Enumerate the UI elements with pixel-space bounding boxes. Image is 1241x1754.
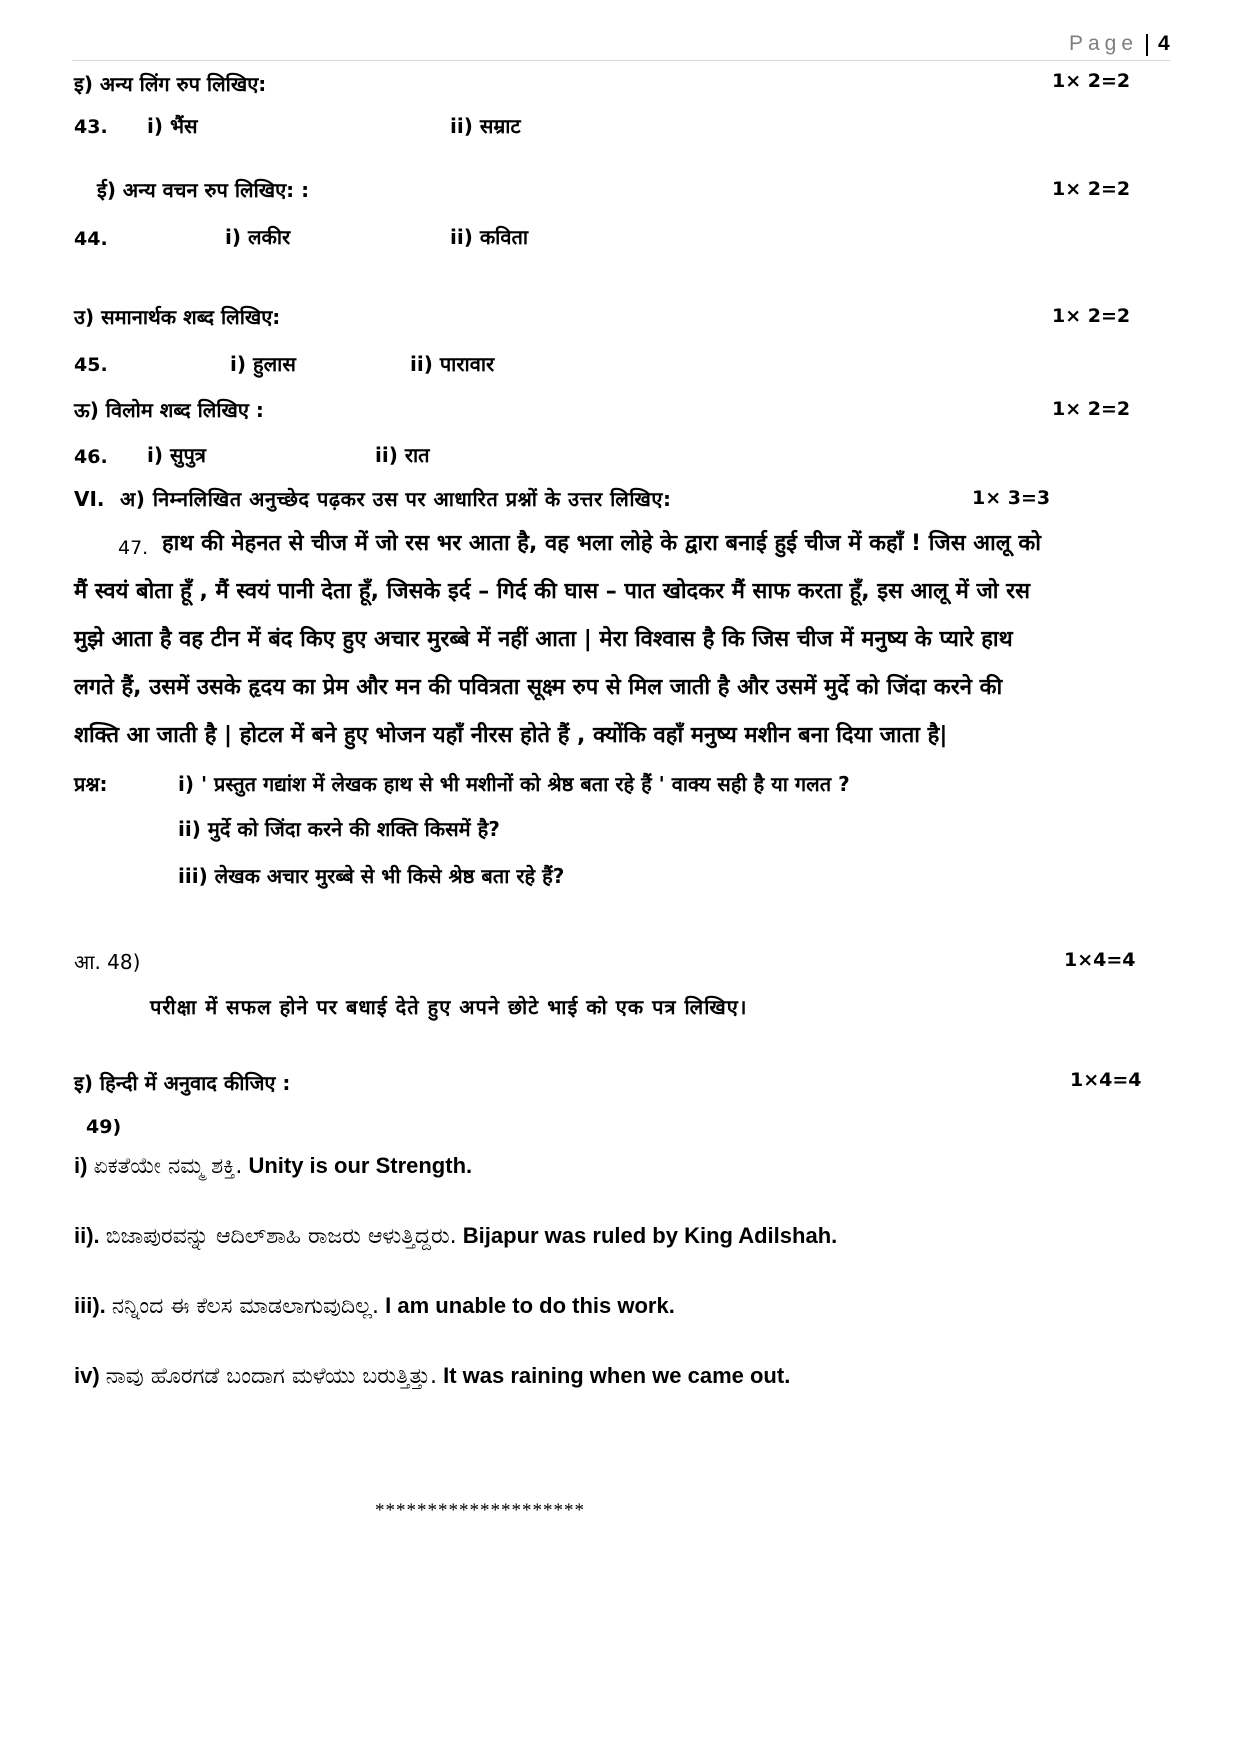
heading-q44: ई) अन्य वचन रुप लिखिए: : <box>97 178 310 202</box>
question-2: ii) मुर्दे को जिंदा करने की शक्ति किसमें है? <box>178 817 500 841</box>
number-q47: 47. <box>118 537 149 559</box>
translation-item-1-label: i) <box>74 1153 94 1178</box>
number-q49: 49) <box>86 1116 122 1138</box>
translation-item-3-label: iii). <box>74 1293 112 1318</box>
item-q43-b: ii) सम्राट <box>450 114 521 138</box>
marks-q49: 1×4=4 <box>1070 1069 1142 1091</box>
number-q43: 43. <box>74 116 108 138</box>
translation-item-4-english: It was raining when we came out. <box>437 1363 791 1388</box>
translation-item-4-label: iv) <box>74 1363 106 1388</box>
translation-item-3 <box>74 1293 675 1319</box>
translation-item-1-kannada: ಏಕತೆಯೇ ನಮ್ಮ ಶಕ್ತಿ. <box>93 1154 243 1179</box>
number-q46: 46. <box>74 446 108 468</box>
marks-q47: 1× 3=3 <box>972 487 1051 509</box>
heading-q49: इ) हिन्दी में अनुवाद कीजिए : <box>74 1071 291 1095</box>
translation-item-1-english: Unity is our Strength. <box>242 1153 473 1178</box>
roman-numeral-vi: VI. <box>74 487 105 511</box>
question-3: iii) लेखक अचार मुरब्बे से भी किसे श्रेष्ठ बता रहे हैं? <box>178 864 565 888</box>
translation-item-3-english: I am unable to do this work. <box>379 1293 675 1318</box>
item-q46-b: ii) रात <box>375 443 430 467</box>
item-q43-a: i) भैंस <box>147 114 198 138</box>
page-number: 4 <box>1158 32 1170 55</box>
letter-prompt-q48: परीक्षा में सफल होने पर बधाई देते हुए अपने छोटे भाई को एक पत्र लिखिए। <box>150 995 748 1019</box>
passage-line-5: शक्ति आ जाती है | होटल में बने हुए भोजन यहाँ नीरस होते हैं , क्योंकि वहाँ मनुष्य मशीन बना दिया जाता है| <box>74 723 948 748</box>
passage-line-3: मुझे आता है वह टीन में बंद किए हुए अचार मुरब्बे में नहीं आता | मेरा विश्वास है कि जिस चीज में मनुष्य के प्यारे हाथ <box>74 627 1013 652</box>
marks-q46: 1× 2=2 <box>1052 398 1131 420</box>
item-q45-a: i) हुलास <box>230 352 296 376</box>
translation-item-2-english: Bijapur was ruled by King Adilshah. <box>456 1223 838 1248</box>
heading-q45: उ) समानार्थक शब्द लिखिए: <box>74 305 281 329</box>
translation-item-2-kannada: ಬಿಜಾಪುರವನ್ನು ಆದಿಲ್‌ಶಾಹಿ ರಾಜರು ಆಳುತ್ತಿದ್ದರು. <box>105 1224 457 1249</box>
item-q46-a: i) सुपुत्र <box>147 443 206 467</box>
header-rule <box>72 60 1170 61</box>
marks-q44: 1× 2=2 <box>1052 178 1131 200</box>
heading-q47: अ) निम्नलिखित अनुच्छेद पढ़कर उस पर आधारित प्रश्नों के उत्तर लिखिए: <box>120 487 672 511</box>
question-1: i) ' प्रस्तुत गद्यांश में लेखक हाथ से भी मशीनों को श्रेष्ठ बता रहे हैं ' वाक्य सही है या गलत ? <box>178 772 850 796</box>
item-q45-b: ii) पारावार <box>410 352 495 376</box>
marks-q48: 1×4=4 <box>1064 949 1136 971</box>
passage-line-2: मैं स्वयं बोता हूँ , मैं स्वयं पानी देता हूँ, जिसके इर्द – गिर्द की घास – पात खोदकर मैं साफ करता हूँ, इस आलू में जो रस <box>74 579 1031 604</box>
translation-item-4-kannada: ನಾವು ಹೊರಗಡೆ ಬಂದಾಗ ಮಳೆಯು ಬರುತ್ತಿತ್ತು. <box>105 1364 437 1389</box>
passage-line-1: हाथ की मेहनत से चीज में जो रस भर आता है, वह भला लोहे के द्वारा बनाई हुई चीज में कहाँ ! जिस आलू को <box>162 531 1041 556</box>
translation-item-3-kannada: ನನ್ನಿಂದ ಈ ಕೆಲಸ ಮಾಡಲಾಗುವುದಿಲ್ಲ. <box>111 1294 380 1319</box>
number-q44: 44. <box>74 228 108 250</box>
translation-item-2 <box>74 1223 837 1249</box>
translation-item-4 <box>74 1363 790 1389</box>
marks-q43: 1× 2=2 <box>1052 70 1131 92</box>
end-of-paper-asterisks: ******************** <box>375 1500 585 1521</box>
translation-item-2-label: ii). <box>74 1223 106 1248</box>
item-q44-b: ii) कविता <box>450 225 529 249</box>
item-q44-a: i) लकीर <box>225 225 291 249</box>
marks-q45: 1× 2=2 <box>1052 305 1131 327</box>
translation-item-1 <box>74 1153 472 1179</box>
heading-q48: आ. 48) <box>74 950 141 974</box>
question-label: प्रश्न: <box>74 772 108 796</box>
heading-q46: ऊ) विलोम शब्द लिखिए : <box>74 398 264 422</box>
page-separator <box>1146 34 1148 56</box>
number-q45: 45. <box>74 354 108 376</box>
page-label: Page <box>1069 32 1139 55</box>
passage-line-4: लगते हैं, उसमें उसके हृदय का प्रेम और मन की पवित्रता सूक्ष्म रुप से मिल जाती है और उसमें मुर्दे को जिंदा करने की <box>74 675 1003 700</box>
heading-q43: इ) अन्य लिंग रुप लिखिए: <box>74 72 267 96</box>
